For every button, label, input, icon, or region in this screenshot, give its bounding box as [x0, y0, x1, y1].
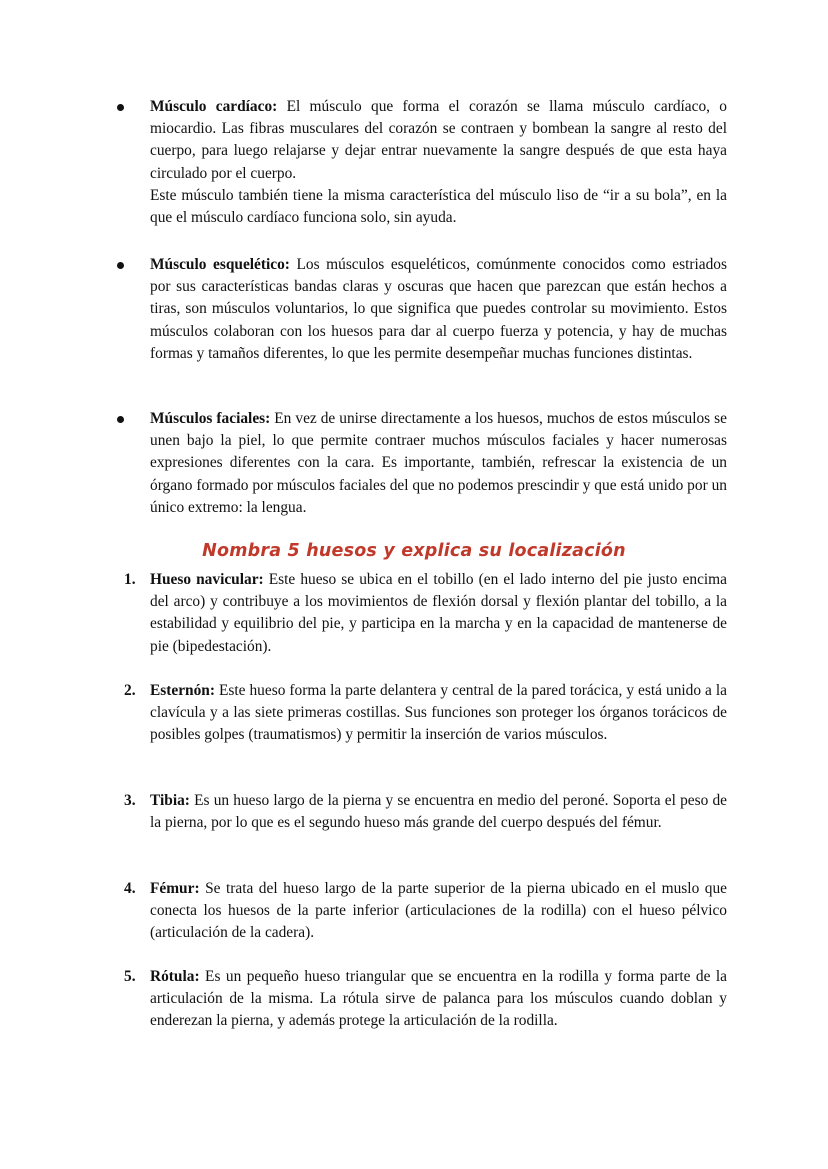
item-term: Esternón:	[150, 682, 215, 699]
numbered-item-navicular	[124, 569, 727, 658]
bullet-icon	[117, 104, 124, 111]
item-term: Rótula:	[150, 968, 200, 985]
item-text: Este hueso se ubica en el tobillo (en el lado interno del pie justo encima del arco) y contribuye a los movimientos de flexión dorsal y flexión plantar del tobillo, a la estabilidad y equilibrio del pie, y participa en la marcha y en la capacidad de mantenerse de pie (bipedestación).	[150, 571, 727, 655]
item-number: 1.	[124, 571, 136, 588]
bullet-term: Músculo cardíaco:	[150, 98, 278, 115]
numbered-item-femur	[124, 878, 727, 945]
bullet-item-skeletal-muscle	[150, 254, 727, 365]
item-text: Es un hueso largo de la pierna y se encuentra en medio del peroné. Soporta el peso de la pierna, por lo que es el segundo hueso más grande del cuerpo después del fémur.	[150, 792, 727, 832]
item-paragraph	[150, 790, 727, 834]
item-number: 4.	[124, 880, 136, 897]
bullet-item-facial-muscles	[150, 408, 727, 519]
numbered-item-patella	[124, 966, 727, 1033]
section-heading: Nombra 5 huesos y explica su localización	[202, 541, 626, 561]
bullet-text: Los músculos esqueléticos, comúnmente conocidos como estriados por sus características bandas claras y oscuras que hacen que parezcan que están hechos a tiras, son músculos voluntarios, lo que significa que puedes controlar su movimiento. Estos músculos colaboran con los huesos para dar al cuerpo fuerza y potencia, y hay de muchas formas y tamaños diferentes, lo que les permite desempeñar muchas funciones distintas.	[150, 256, 727, 362]
item-paragraph	[150, 878, 727, 945]
bullet-term: Músculos faciales:	[150, 410, 271, 427]
item-paragraph	[150, 966, 727, 1033]
item-paragraph	[150, 569, 727, 658]
item-text: Se trata del hueso largo de la parte superior de la pierna ubicado en el muslo que conecta los huesos de la parte inferior (articulaciones de la rodilla) con el hueso pélvico (articulación de la cadera).	[150, 880, 727, 942]
bullet-icon	[117, 416, 124, 423]
bullet-icon	[117, 262, 124, 269]
bullet-paragraph	[150, 408, 727, 519]
bullet-text: El músculo que forma el corazón se llama músculo cardíaco, o miocardio. Las fibras musculares del corazón se contraen y bombean la sangre al resto del cuerpo, para luego relajarse y dejar entrar nuevamente la sangre después de que esta haya circulado por el cuerpo.	[150, 98, 727, 182]
bullet-term: Músculo esquelético:	[150, 256, 290, 273]
item-number: 3.	[124, 792, 136, 809]
bullet-item-cardiac-muscle	[150, 96, 727, 229]
item-term: Tibia:	[150, 792, 190, 809]
item-text: Es un pequeño hueso triangular que se encuentra en la rodilla y forma parte de la articulación de la misma. La rótula sirve de palanca para los músculos cuando doblan y enderezan la pierna, y además protege la articulación de la rodilla.	[150, 968, 727, 1030]
item-number: 5.	[124, 968, 136, 985]
numbered-item-sternum	[124, 680, 727, 747]
bullet-text: En vez de unirse directamente a los huesos, muchos de estos músculos se unen bajo la piel, lo que permite contraer muchos músculos faciales y hacer numerosas expresiones diferentes con la cara. Es importante, también, refrescar la existencia de un órgano formado por músculos faciales del que no podemos prescindir y que está unido por un único extremo: la lengua.	[150, 410, 727, 516]
bullet-paragraph	[150, 254, 727, 365]
item-term: Fémur:	[150, 880, 200, 897]
item-paragraph	[150, 680, 727, 747]
bullet-paragraph	[150, 96, 727, 185]
item-number: 2.	[124, 682, 136, 699]
bullet-extra-paragraph: Este músculo también tiene la misma característica del músculo liso de “ir a su bola”, en la que el músculo cardíaco funciona solo, sin ayuda.	[150, 186, 727, 227]
item-text: Este hueso forma la parte delantera y central de la pared torácica, y está unido a la clavícula y a las siete primeras costillas. Sus funciones son proteger los órganos torácicos de posibles golpes (traumatismos) y permitir la inserción de varios músculos.	[150, 682, 727, 744]
numbered-item-tibia	[124, 790, 727, 834]
item-term: Hueso navicular:	[150, 571, 264, 588]
